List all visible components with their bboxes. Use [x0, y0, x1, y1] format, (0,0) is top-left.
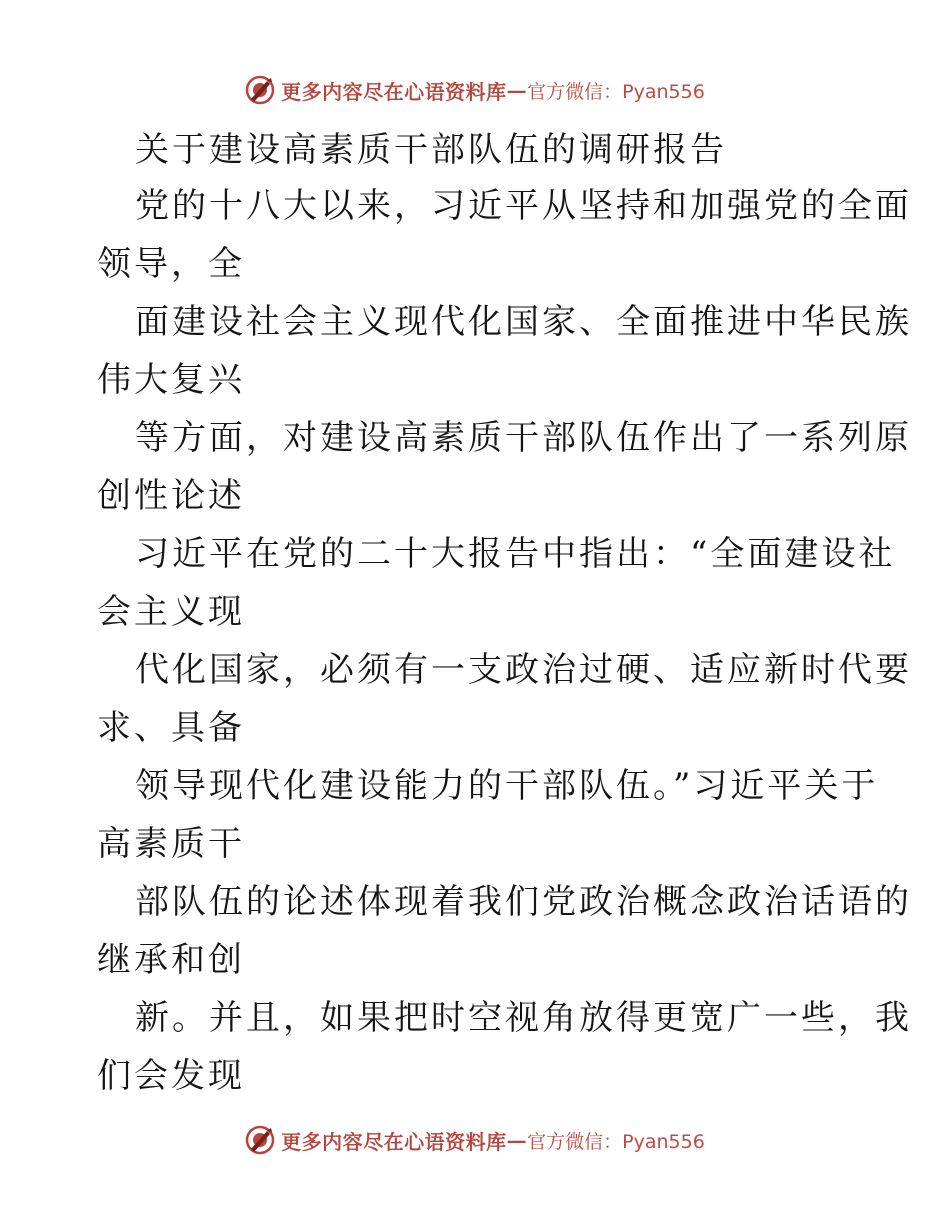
pen-logo-icon: [245, 75, 275, 105]
text-line: 会主义现: [97, 592, 245, 632]
text-line: 们会发现: [97, 1056, 245, 1096]
text-line: 领导，全: [97, 244, 245, 284]
text-line: 领导现代化建设能力的干部队伍。”习近平关于: [135, 766, 879, 806]
banner-wechat: 官方微信：Pyan556: [527, 1130, 705, 1153]
text-line: 高素质干: [97, 824, 245, 864]
text-line: 继承和创: [97, 940, 245, 980]
text-line: 伟大复兴: [97, 360, 245, 400]
text-line: 面建设社会主义现代化国家、全面推进中华民族: [135, 302, 912, 342]
text-line: 部队伍的论述体现着我们党政治概念政治话语的: [135, 882, 912, 922]
banner-text: 更多内容尽在心语资料库: [281, 79, 507, 104]
text-line: 创性论述: [97, 476, 245, 516]
pen-logo-icon: [245, 1125, 275, 1155]
text-line: 习近平在党的二十大报告中指出：“全面建设社: [135, 534, 896, 574]
text-line: 等方面，对建设高素质干部队伍作出了一系列原: [135, 418, 912, 458]
banner-dash: —: [506, 1128, 528, 1152]
footer-banner: [0, 1120, 950, 1160]
banner-text: 更多内容尽在心语资料库: [281, 1129, 507, 1154]
text-line: 党的十八大以来，习近平从坚持和加强党的全面: [135, 186, 912, 226]
banner-wechat: 官方微信：Pyan556: [527, 80, 705, 103]
text-line: 求、具备: [97, 708, 245, 748]
document-title: 关于建设高素质干部队伍的调研报告: [135, 130, 727, 170]
header-banner: [0, 70, 950, 110]
text-line: 新。并且，如果把时空视角放得更宽广一些，我: [135, 998, 912, 1038]
text-line: 代化国家，必须有一支政治过硬、适应新时代要: [135, 650, 912, 690]
banner-dash: —: [506, 78, 528, 102]
